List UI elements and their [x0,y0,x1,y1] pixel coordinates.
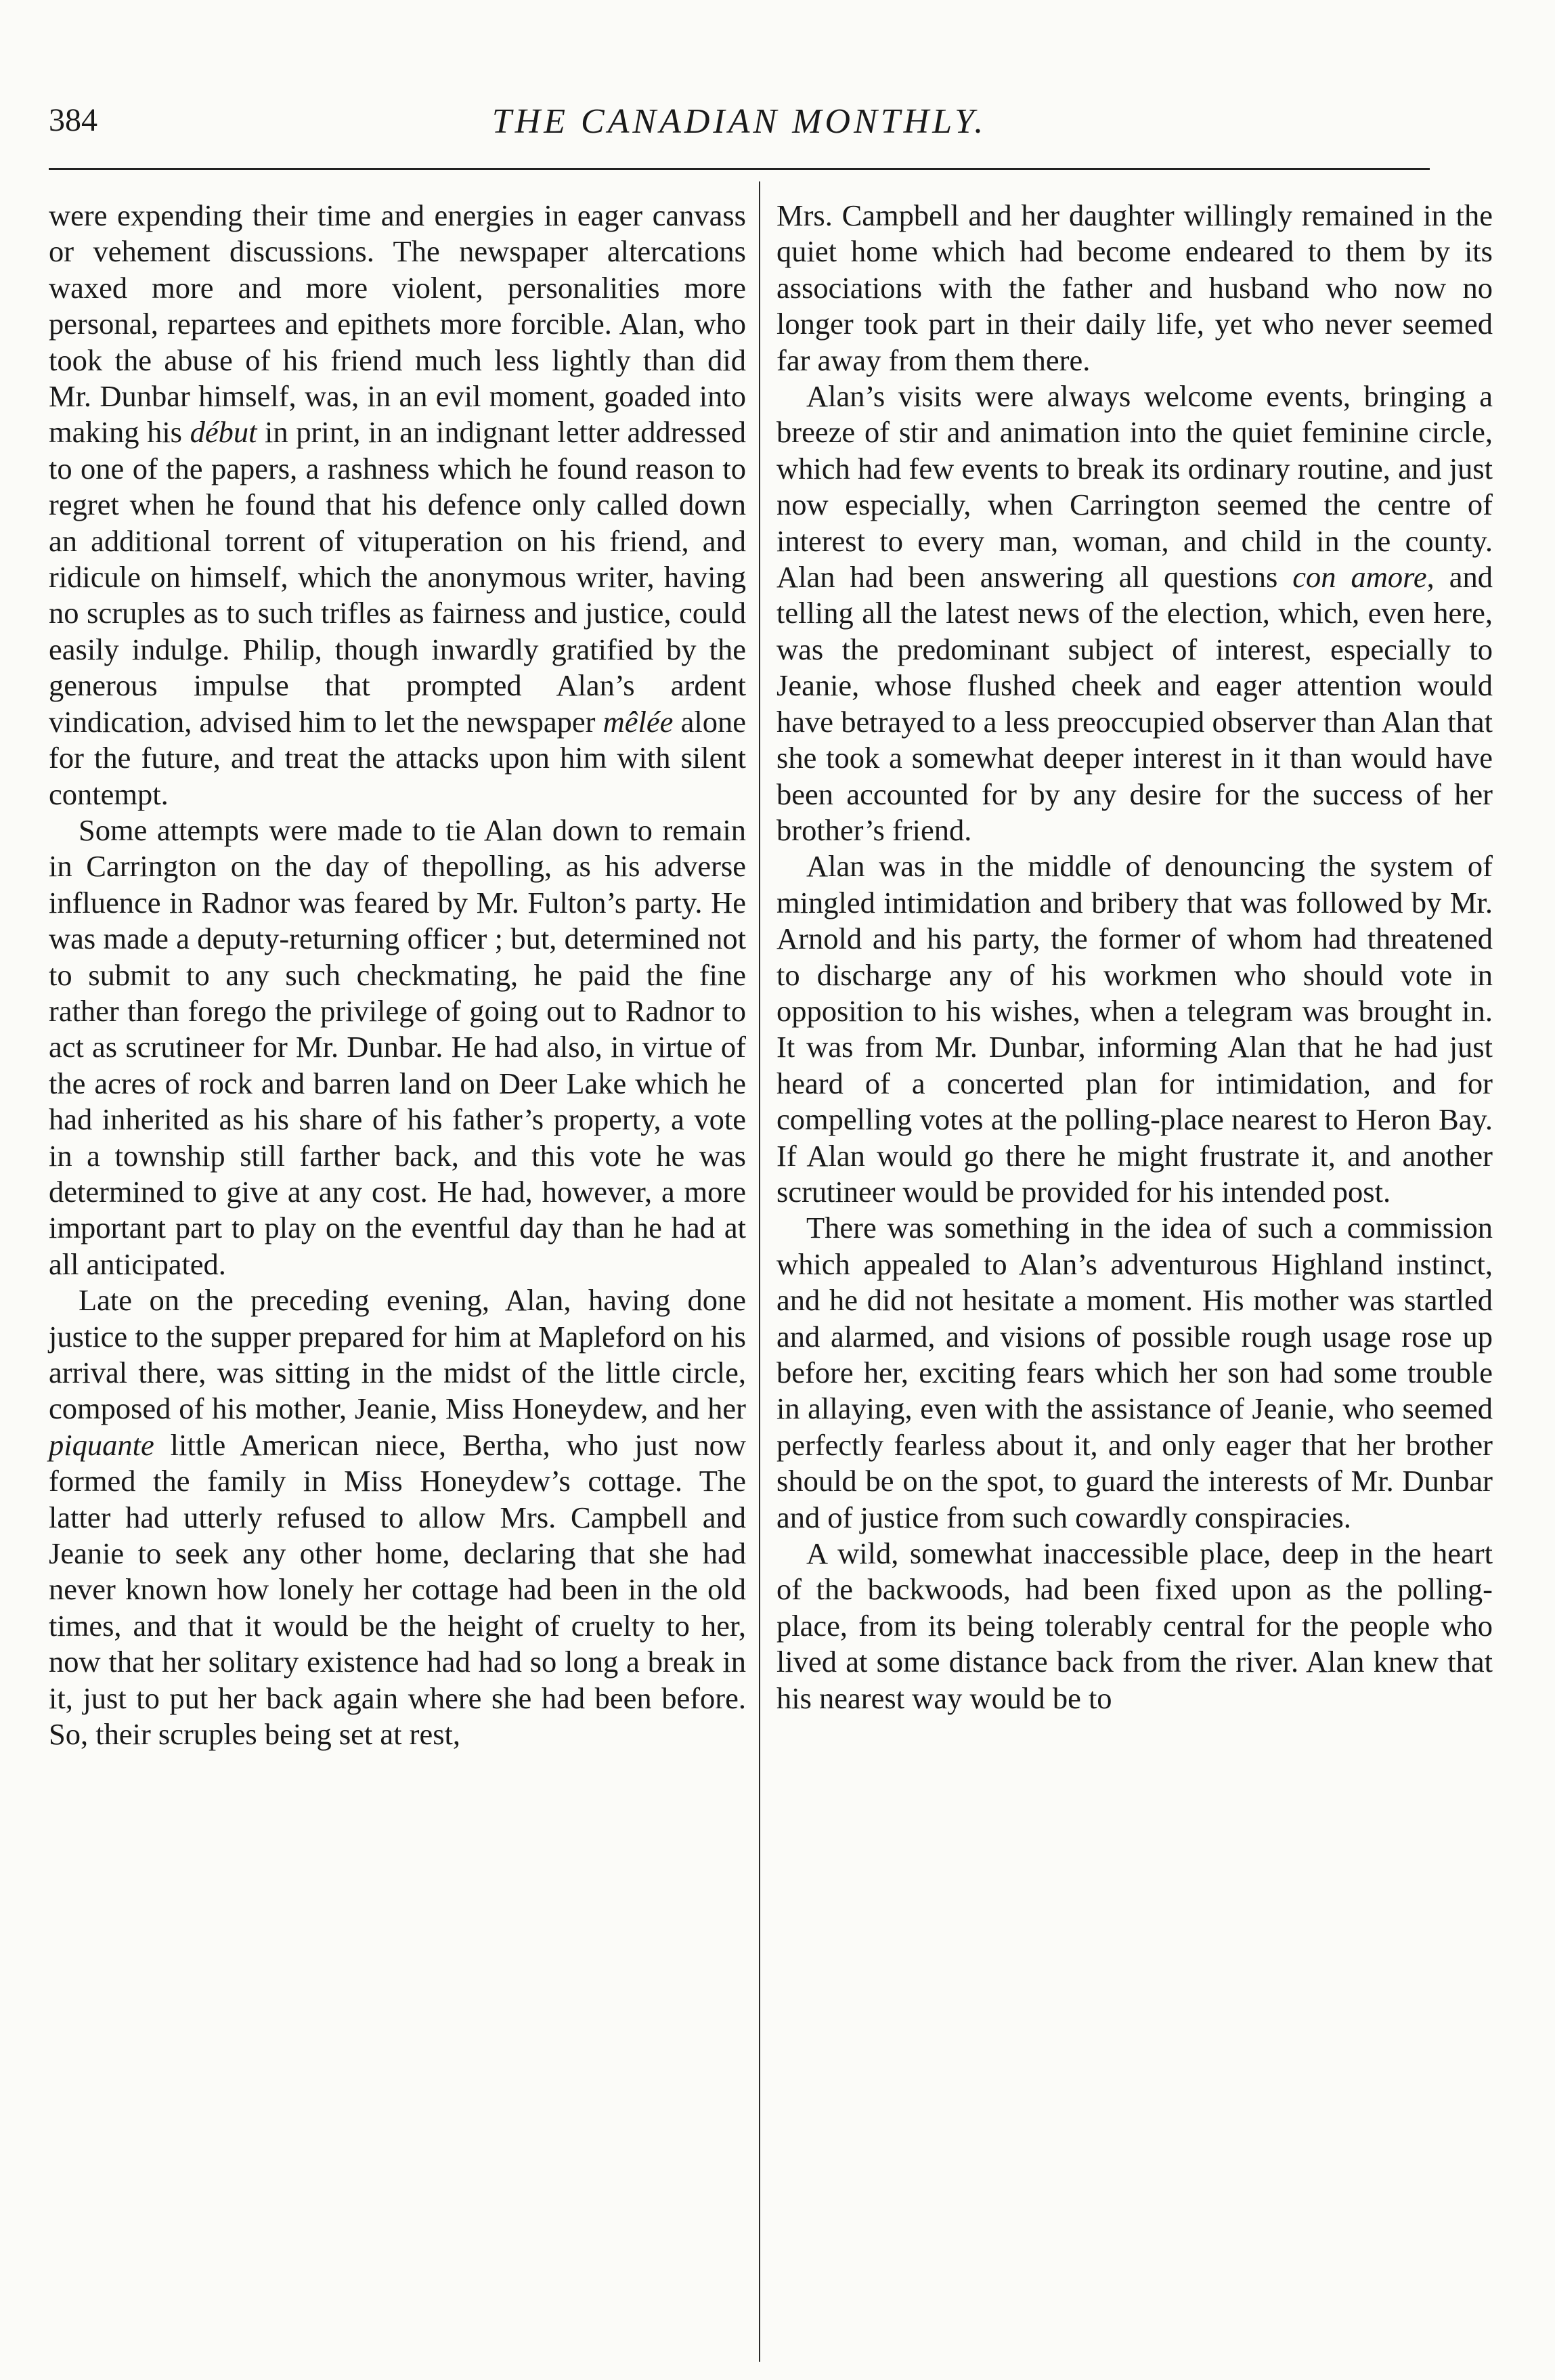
left-column [49,198,746,1752]
right-paragraph-3: Alan was in the middle of denouncing the system of mingled intimidation and bribery that was followed by Mr. Arnold and his party, the former of whom had threatened to discharge any of his workmen who should vote in opposition to his wishes, when a telegram was brought in. It was from Mr. Dunbar, informing Alan that he had just heard of a concerted plan for intimidation, and for compelling votes at the polling-place nearest to Heron Bay. If Alan would go there he might frustrate it, and another scrutineer would be provided for his intended post. [776,849,1493,1209]
text-run: Alan’s visits were always welcome events, bringing a breeze of stir and animation into the quiet feminine circle, which had few events to break its ordinary routine, and just now especially, when Carrington seemed the centre of interest to every man, woman, and child in the county. Alan had been answering all questions [776,379,1493,594]
text-run: little American niece, Bertha, who just now formed the family in Miss Honeydew’s cottage. The latter had utterly refused to allow Mrs. Campbell and Jeanie to seek any other home, declaring that she had never known how lonely her cottage had been in the old times, and that it would be the height of cruelty to her, now that her solitary existence had had so long a break in it, just to put her back again where she had been before. So, their scruples being set at rest, [49,1427,746,1752]
italic-melee: mêlée [603,704,674,739]
text-run: in print, in an indignant letter addressed to one of the papers, a rashness which he found reason to regret when he found that his defence only called down an additional torrent of vituperation on his friend, and ridicule on himself, which the anonymous writer, having no scruples as to such trifles as fairness and justice, could easily indulge. Philip, though inwardly gratified by the generous impulse that prompted Alan’s ardent vindication, advised him to let the newspaper [49,415,746,739]
left-paragraph-3 [49,1282,746,1752]
italic-con-amore: con amore [1292,560,1427,594]
text-run: Late on the preceding evening, Alan, having done justice to the supper prepared for him at Mapleford on his arrival there, was sitting in the midst of the little circle, composed of his mother, Jeanie, Miss Honeydew, and her [49,1283,746,1426]
column-divider [759,181,760,2362]
right-column [776,198,1493,1716]
right-paragraph-5: A wild, somewhat inaccessible place, deep in the heart of the backwoods, had been fixed upon as the polling-place, from its being tolerably central for the people who lived at some distance back from the river. Alan knew that his nearest way would be to [776,1536,1493,1715]
running-title: THE CANADIAN MONTHLY. [491,102,987,141]
left-paragraph-2: Some attempts were made to tie Alan down to remain in Carrington on the day of thepolling, as his adverse influence in Radnor was feared by Mr. Fulton’s party. He was made a deputy-returning officer ; but, determined not to submit to any such checkmating, he paid the fine rather than forego the privilege of going out to Radnor to act as scrutineer for Mr. Dunbar. He had also, in virtue of the acres of rock and barren land on Deer Lake which he had inherited as his share of his father’s property, a vote in a township still farther back, and this vote he was determined to give at any cost. He had, however, a more important part to play on the eventful day than he had at all anticipated. [49,813,746,1281]
page-header [49,102,1430,163]
text-run: , and telling all the latest news of the election, which, even here, was the predominant subject of interest, especially to Jeanie, whose flushed cheek and eager attention would have betrayed to a less preoccupied observer than Alan that she took a somewhat deeper interest in it than would have been accounted for by any desire for the success of her brother’s friend. [776,560,1493,847]
right-paragraph-4: There was something in the idea of such a commission which appealed to Alan’s adventurous Highland instinct, and he did not hesitate a moment. His mother was startled and alarmed, and visions of possible rough usage rose up before her, exciting fears which her son had some trouble in allaying, even with the assistance of Jeanie, who seemed perfectly fearless about it, and only eager that her brother should be on the spot, to guard the interests of Mr. Dunbar and of justice from such cowardly conspiracies. [776,1211,1493,1534]
left-paragraph-1 [49,198,746,813]
italic-piquante: piquante [49,1427,154,1462]
page-number: 384 [49,102,97,138]
header-rule [49,168,1430,170]
right-paragraph-1: Mrs. Campbell and her daughter willingly remained in the quiet home which had become endeared to them by its associations with the father and husband who now no longer took part in their daily life, yet who never seemed far away from them there. [776,198,1493,377]
text-run: were expending their time and energies in eager canvass or vehement discussions. The newspaper altercations waxed more and more violent, personalities more personal, repartees and epithets more forcible. Alan, who took the abuse of his friend much less lightly than did Mr. Dunbar himself, was, in an evil moment, goaded into making his [49,198,746,450]
right-paragraph-2 [776,378,1493,848]
text-run: alone for the future, and treat the attacks upon him with silent contempt. [49,704,746,811]
italic-debut: début [190,415,257,450]
